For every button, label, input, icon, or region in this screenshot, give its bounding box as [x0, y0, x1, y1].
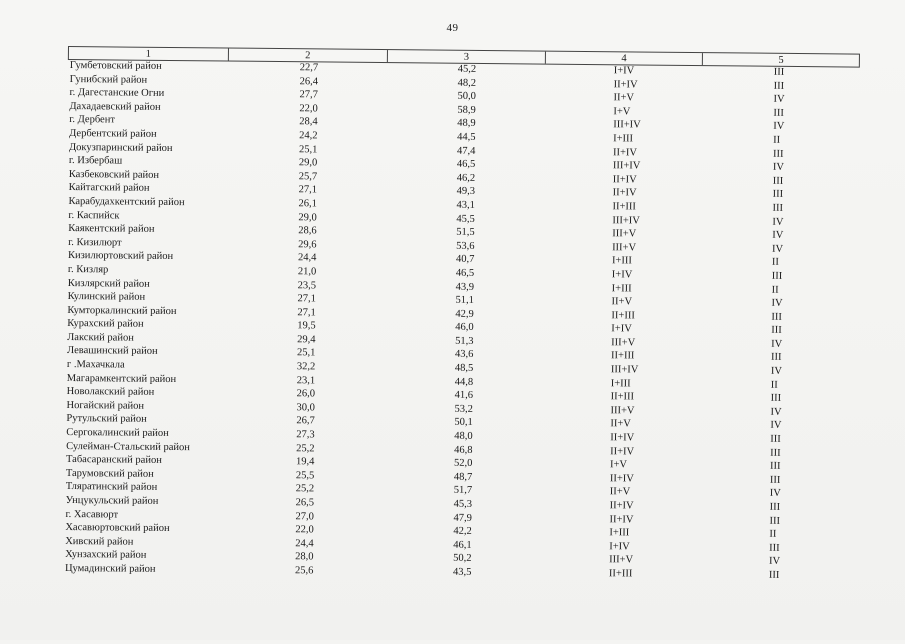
district-name: Дербентский район — [69, 127, 157, 140]
class-col-5: IV — [772, 161, 785, 174]
district-name: Цумадинский район — [64, 562, 156, 575]
category-col-4: II+III — [612, 201, 636, 213]
district-name: Карабудахкентский район — [68, 195, 185, 209]
class-col-5: IV — [769, 556, 781, 568]
district-name: Магарамкентский район — [66, 372, 177, 385]
district-name: Кумторкалинский район — [67, 304, 177, 317]
district-name: г. Дагестанские Огни — [69, 87, 165, 100]
value-col-2: 25,1 — [297, 347, 316, 359]
district-name: Новолакский район — [66, 386, 155, 399]
value-col-2: 29,6 — [298, 238, 317, 251]
category-col-4: I+III — [611, 255, 632, 267]
value-col-3: 48,2 — [457, 77, 477, 89]
class-col-5: III — [770, 393, 782, 405]
district-name: г. Кизилюрт — [68, 236, 122, 249]
value-col-3: 50,0 — [457, 90, 476, 103]
district-name: Хасавюртовский район — [65, 522, 170, 535]
class-col-5: III — [773, 66, 785, 78]
class-col-5: II — [773, 134, 781, 146]
value-col-3: 43,6 — [455, 349, 474, 361]
value-col-2: 22,0 — [295, 524, 314, 536]
column-header-4: 4 — [546, 52, 704, 66]
class-col-5: IV — [772, 229, 784, 241]
value-col-2: 26,7 — [296, 415, 315, 427]
value-col-3: 47,9 — [453, 512, 472, 524]
value-col-3: 50,1 — [454, 417, 473, 429]
category-col-4: III+V — [612, 228, 637, 240]
value-col-2: 24,2 — [299, 130, 318, 142]
district-name: Кизлярский район — [67, 277, 150, 290]
category-col-4: I+III — [610, 377, 631, 390]
value-col-3: 47,4 — [456, 145, 476, 157]
class-col-5: IV — [772, 243, 784, 255]
column-header-1: 1 — [69, 47, 229, 61]
value-col-3: 51,5 — [456, 226, 475, 239]
value-col-3: 40,7 — [455, 254, 475, 266]
value-col-3: 48,7 — [453, 471, 473, 483]
value-col-3: 45,2 — [457, 63, 477, 75]
category-col-4: II+V — [611, 296, 633, 308]
value-col-2: 25,6 — [294, 565, 314, 577]
category-col-4: II+IV — [613, 78, 638, 91]
class-col-5: III — [769, 542, 780, 554]
value-col-2: 28,6 — [298, 225, 317, 237]
value-col-2: 27,3 — [296, 429, 315, 441]
value-col-2: 29,4 — [297, 334, 316, 346]
category-col-4: II+IV — [609, 473, 634, 485]
value-col-3: 51,1 — [455, 294, 475, 307]
category-col-4: II+III — [610, 350, 635, 362]
value-col-3: 51,7 — [453, 485, 473, 497]
value-col-2: 27,1 — [297, 306, 316, 319]
class-col-5: III — [773, 80, 785, 92]
value-col-2: 27,0 — [295, 510, 314, 522]
class-col-5: IV — [773, 121, 785, 133]
district-name: Сулейман-Стальский район — [66, 440, 191, 453]
value-col-3: 53,2 — [454, 403, 473, 415]
district-name: г. Избербаш — [68, 155, 123, 167]
value-col-2: 26,4 — [299, 75, 319, 87]
category-col-4: I+IV — [611, 269, 633, 281]
value-col-3: 42,9 — [455, 308, 474, 320]
class-col-5: III — [772, 189, 784, 201]
district-name: Тляратинский район — [65, 481, 158, 494]
district-name: г. Каспийск — [68, 209, 120, 222]
category-col-4: III+V — [610, 405, 635, 417]
value-col-3: 46,5 — [456, 158, 476, 171]
category-col-4: I+IV — [613, 65, 635, 77]
district-name: Ногайский район — [66, 399, 145, 412]
class-col-5: III — [772, 148, 784, 160]
value-col-3: 44,5 — [457, 131, 476, 143]
class-col-5: III — [769, 501, 781, 513]
category-col-4: III+IV — [612, 214, 640, 227]
data-table — [62, 46, 862, 644]
class-col-5: III — [772, 175, 784, 187]
value-col-2: 24,4 — [297, 252, 317, 264]
category-col-4: II+V — [610, 418, 631, 430]
category-col-4: II+III — [608, 568, 633, 580]
value-col-3: 50,2 — [453, 553, 472, 565]
category-col-4: II+V — [613, 92, 635, 104]
value-col-3: 43,9 — [455, 281, 475, 293]
value-col-2: 22,0 — [299, 103, 318, 115]
class-col-5: III — [771, 325, 782, 337]
value-col-3: 43,5 — [452, 566, 472, 578]
value-col-2: 28,0 — [295, 551, 314, 563]
class-col-5: II — [771, 284, 779, 296]
district-name: г. Кизляр — [67, 263, 109, 276]
page-number: 49 — [446, 22, 459, 34]
value-col-3: 44,8 — [454, 376, 474, 388]
column-header-5: 5 — [778, 54, 784, 66]
district-name: Докузпаринский район — [68, 141, 173, 154]
value-col-3: 52,0 — [453, 457, 473, 470]
value-col-2: 19,4 — [295, 456, 315, 468]
district-name: Гумбетовский район — [69, 60, 162, 72]
district-name: г. Хасавюрт — [65, 508, 119, 521]
class-col-5: III — [770, 447, 781, 459]
class-col-5: III — [769, 474, 781, 486]
class-col-5: III — [770, 352, 782, 364]
value-col-3: 58,9 — [457, 104, 476, 116]
value-col-2: 23,5 — [297, 279, 317, 291]
category-col-4: II+IV — [612, 146, 638, 159]
category-col-4: III+V — [612, 241, 637, 254]
value-col-3: 41,6 — [454, 389, 474, 402]
class-col-5: III — [769, 515, 781, 527]
category-col-4: III+IV — [610, 364, 639, 376]
district-name: Лакский район — [67, 331, 134, 344]
value-col-3: 46,1 — [453, 539, 472, 551]
class-col-5: IV — [773, 93, 785, 106]
class-col-5: II — [771, 257, 780, 269]
value-col-2: 29,0 — [298, 157, 318, 169]
value-col-2: 21,0 — [297, 266, 317, 278]
value-col-3: 43,1 — [456, 199, 475, 211]
value-col-2: 27,7 — [299, 89, 318, 101]
category-col-4: II+V — [609, 486, 631, 498]
category-col-4: II+IV — [609, 500, 634, 512]
value-col-3: 48,5 — [454, 362, 474, 374]
value-col-2: 25,2 — [295, 483, 315, 495]
value-col-3: 48,9 — [457, 118, 476, 130]
value-col-2: 23,1 — [296, 374, 316, 387]
category-col-4: II+III — [610, 391, 635, 403]
class-col-5: IV — [771, 297, 783, 309]
value-col-3: 53,6 — [456, 240, 475, 252]
value-col-2: 28,4 — [299, 116, 318, 128]
class-col-5: IV — [770, 365, 783, 377]
district-name: г .Махачкала — [66, 359, 125, 371]
value-col-3: 48,0 — [454, 430, 473, 442]
class-col-5: IV — [770, 406, 782, 418]
district-name: г. Дербент — [69, 114, 115, 126]
category-col-4: I+IV — [609, 540, 630, 553]
district-name: Тарумовский район — [65, 467, 154, 480]
category-col-4: II+IV — [610, 432, 635, 444]
category-col-4: II+IV — [612, 187, 637, 199]
value-col-2: 29,0 — [298, 211, 317, 223]
category-col-4: I+V — [613, 106, 631, 118]
value-col-3: 46,8 — [454, 444, 473, 456]
category-col-4: I+III — [611, 282, 632, 294]
category-col-4: III+V — [611, 337, 636, 349]
class-col-5: III — [772, 202, 784, 214]
category-col-4: II+IV — [610, 445, 635, 458]
class-col-5: III — [773, 107, 784, 119]
class-col-5: IV — [771, 338, 783, 350]
category-col-4: III+IV — [613, 119, 641, 131]
value-col-2: 27,1 — [297, 293, 317, 305]
category-col-4: II+III — [611, 309, 635, 322]
value-col-2: 32,2 — [296, 361, 316, 373]
value-col-2: 26,0 — [296, 388, 316, 400]
class-col-5: III — [769, 460, 781, 473]
value-col-2: 19,5 — [297, 320, 316, 332]
value-col-3: 46,2 — [456, 172, 476, 184]
class-col-5: IV — [772, 216, 784, 228]
class-col-5: II — [770, 379, 778, 391]
value-col-3: 49,3 — [456, 186, 476, 198]
value-col-2: 25,1 — [298, 143, 318, 155]
column-header-3: 3 — [388, 50, 546, 64]
value-col-3: 45,5 — [456, 213, 475, 225]
district-name: Рутульский район — [66, 413, 147, 426]
district-name: Гунибский район — [69, 73, 148, 86]
district-name: Казбековский район — [68, 168, 160, 181]
value-col-2: 25,2 — [296, 442, 315, 455]
column-header-2: 2 — [228, 49, 388, 63]
value-col-2: 27,1 — [298, 184, 318, 196]
value-col-3: 46,5 — [455, 267, 475, 279]
district-name: Хивский район — [65, 535, 134, 548]
category-col-4: I+V — [609, 459, 628, 471]
class-col-5: III — [771, 270, 783, 282]
class-col-5: III — [768, 569, 780, 581]
class-col-5: II — [769, 528, 777, 541]
value-col-3: 46,0 — [455, 322, 474, 334]
value-col-2: 25,7 — [298, 170, 318, 183]
district-name: Кайтагский район — [68, 182, 150, 195]
value-col-3: 42,2 — [453, 525, 472, 538]
district-name: Кизилюртовский район — [67, 250, 174, 263]
category-col-4: III+IV — [612, 160, 641, 172]
district-name: Левашинский район — [67, 345, 158, 358]
category-col-4: II+IV — [609, 513, 634, 526]
district-name: Курахский район — [67, 318, 144, 331]
district-name: Сергокалинский район — [66, 427, 169, 440]
value-col-3: 51,3 — [455, 335, 474, 347]
category-col-4: I+III — [609, 527, 630, 539]
district-name: Хунзахский район — [65, 549, 147, 562]
class-col-5: III — [771, 311, 782, 323]
district-name: Табасаранский район — [65, 454, 162, 467]
class-col-5: IV — [769, 488, 781, 500]
value-col-2: 26,5 — [295, 497, 315, 509]
table-body — [63, 59, 860, 583]
category-col-4: I+III — [613, 133, 634, 145]
value-col-2: 25,5 — [295, 470, 315, 482]
value-col-2: 24,4 — [295, 537, 314, 550]
value-col-2: 30,0 — [296, 402, 315, 414]
district-name: Унцукульский район — [65, 494, 159, 507]
district-name: Каякентский район — [68, 223, 155, 235]
category-col-4: II+IV — [612, 173, 637, 186]
class-col-5: III — [770, 433, 781, 445]
value-col-3: 45,3 — [453, 498, 473, 510]
category-col-4: I+IV — [611, 323, 632, 335]
district-name: Дахадаевский район — [69, 100, 161, 113]
value-col-2: 22,7 — [299, 62, 319, 74]
district-name: Кулинский район — [67, 291, 146, 303]
category-col-4: III+V — [609, 554, 634, 566]
class-col-5: IV — [770, 420, 782, 432]
value-col-2: 26,1 — [298, 198, 317, 210]
